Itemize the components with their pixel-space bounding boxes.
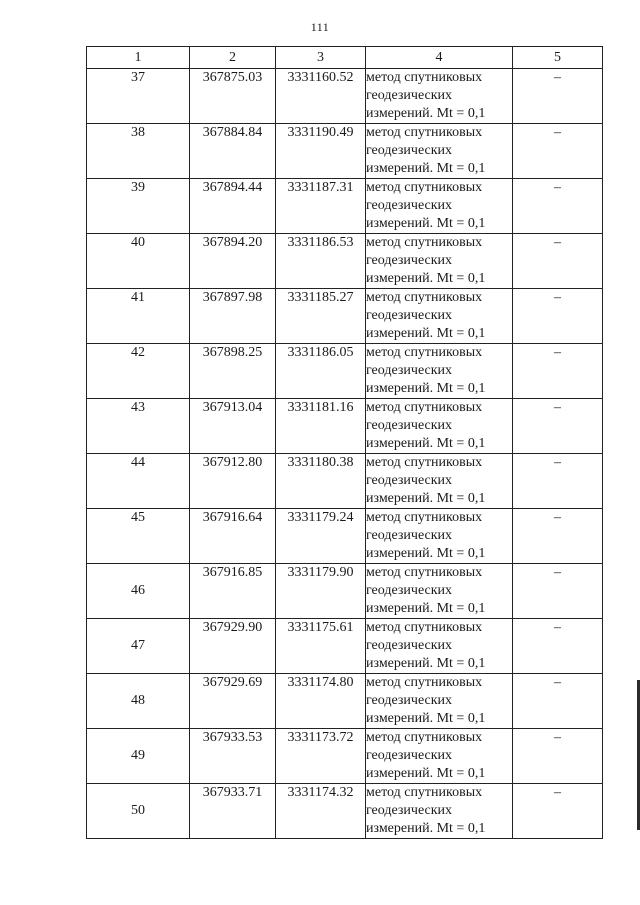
method-description — [366, 454, 513, 509]
method-description — [366, 674, 513, 729]
method-line: измерений. Mt = 0,1 — [366, 106, 486, 121]
table-row — [87, 619, 603, 674]
coordinate-y: 3331179.24 — [276, 509, 366, 564]
table-row — [87, 179, 603, 234]
dash-cell: – — [513, 729, 603, 784]
coordinate-x: 367933.53 — [190, 729, 276, 784]
method-description — [366, 69, 513, 124]
page-number: 111 — [310, 20, 330, 34]
dash-cell: – — [513, 619, 603, 674]
column-header: 5 — [513, 47, 603, 69]
table-row — [87, 784, 603, 839]
method-line: геодезических — [366, 803, 453, 818]
coordinate-y: 3331175.61 — [276, 619, 366, 674]
method-line: геодезических — [366, 198, 453, 213]
coordinate-x: 367894.20 — [190, 234, 276, 289]
coordinate-x: 367875.03 — [190, 69, 276, 124]
method-line: метод спутниковых — [366, 565, 483, 580]
dash-cell: – — [513, 454, 603, 509]
method-line: измерений. Mt = 0,1 — [366, 161, 486, 176]
method-line: геодезических — [366, 418, 453, 433]
method-line: измерений. Mt = 0,1 — [366, 381, 486, 396]
coordinate-y: 3331160.52 — [276, 69, 366, 124]
coordinate-y: 3331174.80 — [276, 674, 366, 729]
table-row — [87, 234, 603, 289]
coordinate-y: 3331187.31 — [276, 179, 366, 234]
method-line: метод спутниковых — [366, 455, 483, 470]
point-number: 47 — [87, 619, 190, 674]
method-line: метод спутниковых — [366, 620, 483, 635]
coordinate-x: 367916.64 — [190, 509, 276, 564]
coordinate-y: 3331186.53 — [276, 234, 366, 289]
coordinate-x: 367916.85 — [190, 564, 276, 619]
point-number: 43 — [87, 399, 190, 454]
coordinate-y: 3331186.05 — [276, 344, 366, 399]
coordinate-y: 3331185.27 — [276, 289, 366, 344]
method-line: метод спутниковых — [366, 180, 483, 195]
table-row — [87, 454, 603, 509]
point-number: 48 — [87, 674, 190, 729]
method-line: геодезических — [366, 143, 453, 158]
coordinate-x: 367894.44 — [190, 179, 276, 234]
table-row — [87, 564, 603, 619]
dash-cell: – — [513, 124, 603, 179]
method-line: метод спутниковых — [366, 125, 483, 140]
point-number: 41 — [87, 289, 190, 344]
method-line: метод спутниковых — [366, 510, 483, 525]
method-line: метод спутниковых — [366, 70, 483, 85]
method-description — [366, 289, 513, 344]
table-row — [87, 399, 603, 454]
coordinate-x: 367898.25 — [190, 344, 276, 399]
method-line: измерений. Mt = 0,1 — [366, 491, 486, 506]
method-description — [366, 619, 513, 674]
method-line: измерений. Mt = 0,1 — [366, 271, 486, 286]
column-header: 4 — [366, 47, 513, 69]
point-number: 45 — [87, 509, 190, 564]
method-line: геодезических — [366, 473, 453, 488]
method-line: метод спутниковых — [366, 400, 483, 415]
coordinate-x: 367897.98 — [190, 289, 276, 344]
method-description — [366, 399, 513, 454]
column-header: 1 — [87, 47, 190, 69]
method-description — [366, 564, 513, 619]
coordinate-x: 367884.84 — [190, 124, 276, 179]
dash-cell: – — [513, 179, 603, 234]
method-line: метод спутниковых — [366, 290, 483, 305]
coordinate-x: 367913.04 — [190, 399, 276, 454]
table-row — [87, 729, 603, 784]
coordinate-x: 367933.71 — [190, 784, 276, 839]
point-number: 46 — [87, 564, 190, 619]
table-header-row — [87, 47, 603, 69]
method-line: геодезических — [366, 583, 453, 598]
table-row — [87, 289, 603, 344]
table-row — [87, 344, 603, 399]
dash-cell: – — [513, 69, 603, 124]
point-number: 37 — [87, 69, 190, 124]
table-row — [87, 69, 603, 124]
coordinate-y: 3331181.16 — [276, 399, 366, 454]
coordinate-x: 367929.69 — [190, 674, 276, 729]
method-description — [366, 344, 513, 399]
table-row — [87, 124, 603, 179]
method-line: геодезических — [366, 638, 453, 653]
method-description — [366, 509, 513, 564]
coordinate-x: 367912.80 — [190, 454, 276, 509]
method-line: измерений. Mt = 0,1 — [366, 601, 486, 616]
coordinate-y: 3331174.32 — [276, 784, 366, 839]
point-number: 42 — [87, 344, 190, 399]
method-line: геодезических — [366, 363, 453, 378]
coordinate-y: 3331190.49 — [276, 124, 366, 179]
method-line: геодезических — [366, 308, 453, 323]
method-description — [366, 729, 513, 784]
column-header: 3 — [276, 47, 366, 69]
point-number: 44 — [87, 454, 190, 509]
method-line: геодезических — [366, 693, 453, 708]
dash-cell: – — [513, 399, 603, 454]
method-line: метод спутниковых — [366, 785, 483, 800]
method-line: геодезических — [366, 88, 453, 103]
method-line: измерений. Mt = 0,1 — [366, 216, 486, 231]
method-line: метод спутниковых — [366, 675, 483, 690]
dash-cell: – — [513, 344, 603, 399]
table-row — [87, 509, 603, 564]
dash-cell: – — [513, 674, 603, 729]
method-line: измерений. Mt = 0,1 — [366, 766, 486, 781]
method-line: измерений. Mt = 0,1 — [366, 821, 486, 836]
method-description — [366, 784, 513, 839]
method-description — [366, 234, 513, 289]
dash-cell: – — [513, 234, 603, 289]
point-number: 38 — [87, 124, 190, 179]
method-line: геодезических — [366, 748, 453, 763]
coordinates-table — [86, 46, 603, 839]
point-number: 40 — [87, 234, 190, 289]
point-number: 39 — [87, 179, 190, 234]
dash-cell: – — [513, 784, 603, 839]
coordinate-y: 3331179.90 — [276, 564, 366, 619]
column-header: 2 — [190, 47, 276, 69]
method-line: измерений. Mt = 0,1 — [366, 436, 486, 451]
coordinate-x: 367929.90 — [190, 619, 276, 674]
method-line: геодезических — [366, 253, 453, 268]
dash-cell: – — [513, 289, 603, 344]
coordinate-y: 3331180.38 — [276, 454, 366, 509]
point-number: 50 — [87, 784, 190, 839]
method-description — [366, 124, 513, 179]
method-line: измерений. Mt = 0,1 — [366, 656, 486, 671]
coordinate-y: 3331173.72 — [276, 729, 366, 784]
method-line: метод спутниковых — [366, 730, 483, 745]
dash-cell: – — [513, 509, 603, 564]
point-number: 49 — [87, 729, 190, 784]
table-row — [87, 674, 603, 729]
dash-cell: – — [513, 564, 603, 619]
method-line: измерений. Mt = 0,1 — [366, 711, 486, 726]
method-line: измерений. Mt = 0,1 — [366, 326, 486, 341]
method-description — [366, 179, 513, 234]
method-line: метод спутниковых — [366, 235, 483, 250]
table-body — [87, 69, 603, 839]
method-line: метод спутниковых — [366, 345, 483, 360]
method-line: измерений. Mt = 0,1 — [366, 546, 486, 561]
method-line: геодезических — [366, 528, 453, 543]
